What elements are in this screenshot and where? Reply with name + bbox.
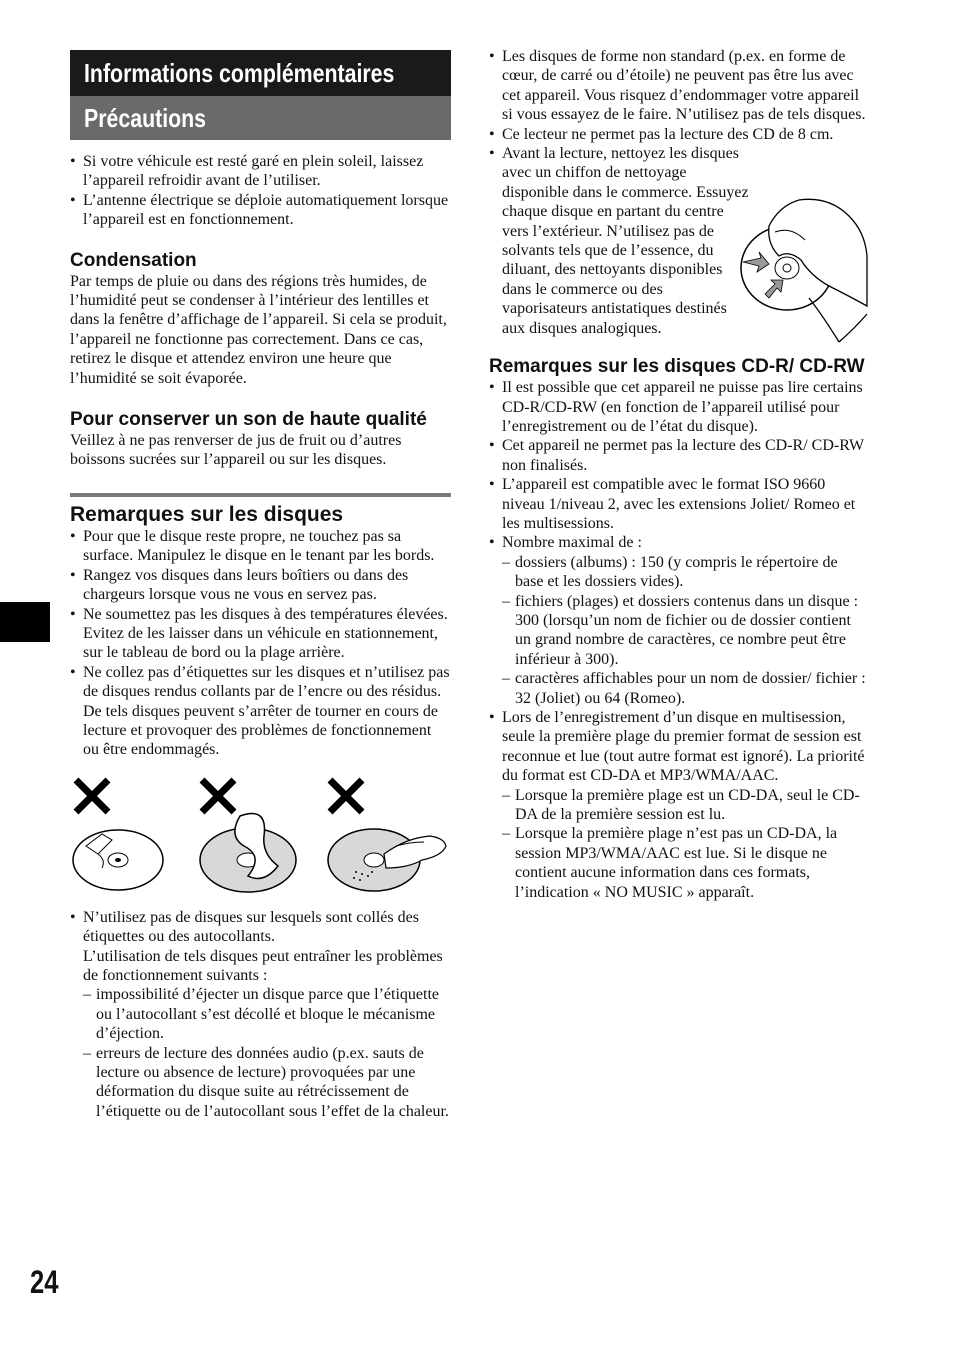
list-item: • Cet appareil ne permet pas la lecture des CD-R/ CD-RW non finalisés.: [489, 436, 869, 475]
figure-labeled-disc: [72, 776, 172, 905]
page-number: [30, 1262, 66, 1302]
list-item: • Si votre véhicule est resté garé en plein soleil, laissez l’appareil refroidir avant de l’utiliser.: [70, 152, 451, 191]
max-dash-list: [502, 553, 869, 708]
page-number-text: 24: [30, 1264, 59, 1300]
list-item: [489, 533, 869, 708]
label-dash-list: [83, 985, 451, 1121]
section-rule: [70, 493, 451, 497]
list-item: • Ne collez pas d’étiquettes sur les disques et n’utilisez pas de disques rendus collants par de l’encre ou des résidus. De tels disques peuvent s’arrêter de tourner en cours de lecture et provoquer des problèmes de fonctionnement ou être endommagés.: [70, 663, 451, 760]
list-item: • Il est possible que cet appareil ne puisse pas lire certains CD-R/CD-RW (en fonction de l’appareil utilisé pour l’enregistrement ou de l’état du disque).: [489, 378, 869, 436]
label-bullet-follow: L’utilisation de tels disques peut entraîner les problèmes de fonctionnement suivants :: [83, 947, 443, 984]
list-item: – caractères affichables pour un nom de dossier/ fichier : 32 (Joliet) ou 64 (Romeo).: [502, 669, 869, 708]
multisession-text: Lors de l’enregistrement d’un disque en multisession, seule la première plage du premier format de session est reconnue et lue (tout autre format est ignoré). La priorité du format est CD-DA et MP3/WMA/AAC.: [502, 709, 865, 785]
page-title-banner: [70, 96, 451, 140]
page-title: Précautions: [84, 103, 207, 133]
max-label: Nombre maximal de :: [502, 534, 642, 552]
list-item: – fichiers (plages) et dossiers contenus dans un disque : 300 (lorsqu’un nom de fichier ou de dossier contient un grand nombre de caractères, ce nombre peut être inférieur à 300).: [502, 592, 869, 670]
discs-heading: Remarques sur les disques: [70, 502, 344, 526]
sticker-disc-icon: [200, 813, 296, 892]
list-item: – Lorsque la première plage n’est pas un CD-DA, la session MP3/WMA/AAC est lue. Si le disque ne contient aucune information dans ces formats, l’indication « NO MUSIC » apparaît.: [502, 824, 869, 902]
cross-icon: [72, 776, 172, 900]
figure-cleaning: [739, 196, 869, 351]
condensation-heading: Condensation: [70, 249, 197, 271]
sound-heading: Pour conserver un son de haute qualité: [70, 409, 427, 431]
section-title: Informations complémentaires: [84, 58, 395, 88]
sticky-disc-icon: [328, 829, 446, 891]
list-item: • Ne soumettez pas les disques à des températures élevées. Evitez de les laisser dans un véhicule en stationnement, sur le tableau de bord ou la plage arrière.: [70, 605, 451, 663]
cleaning-disc-icon: [739, 196, 869, 346]
right-column: [489, 50, 869, 902]
multi-dash-list: [502, 786, 869, 902]
list-item: • Pour que le disque reste propre, ne touchez pas sa surface. Manipulez le disque en le tenant par les bords.: [70, 527, 451, 566]
list-item: [489, 144, 749, 338]
section-banner: [70, 50, 451, 96]
list-item: [70, 908, 451, 1121]
list-item: • Rangez vos disques dans leurs boîtiers ou dans des chargeurs lorsque vous ne vous en servez pas.: [70, 566, 451, 605]
left-column: [70, 50, 451, 1121]
disc-warning-figures: [70, 776, 451, 906]
labeled-disc-icon: [73, 830, 163, 890]
cdr-list: [489, 378, 869, 902]
label-bullet-lead: N’utilisez pas de disques sur lesquels sont collés des étiquettes ou des autocollants.: [83, 908, 419, 946]
intro-list: [70, 152, 451, 230]
sound-text: Veillez à ne pas renverser de jus de fruit ou d’autres boissons sucrées sur l’appareil ou sur les disques.: [70, 432, 402, 469]
label-list: [70, 908, 451, 1121]
chapter-tab: [0, 602, 50, 642]
list-item: • L’appareil est compatible avec le format ISO 9660 niveau 1/niveau 2, avec les extensions Joliet/ Romeo et les multisessions.: [489, 475, 869, 533]
cleaning-text: Avant la lecture, nettoyez les disques avec un chiffon de nettoyage disponible dans le commerce. Essuyez chaque disque en partant du centre vers l’extérieur. N’utilisez pas de solvants tels que de l’essence, du diluant, des nettoyants disponibles dans le commerce ou des vaporisateurs antistatiques destinés aux disques analogiques.: [502, 145, 749, 337]
condensation-text: Par temps de pluie ou dans des régions très humides, de l’humidité peut se condenser à l’intérieur des lentilles et dans la fenêtre d’affichage de l’appareil. Si cela se produit, l’appareil ne fonctionne pas correctement. Dans ce cas, retirez le disque et attendez environ une heure que l’humidité se soit évaporée.: [70, 272, 447, 387]
list-item: – dossiers (albums) : 150 (y compris le répertoire de base et les dossiers vides).: [502, 553, 869, 592]
list-item: – erreurs de lecture des données audio (p.ex. sauts de lecture ou absence de lecture) provoquées par une déformation du disque suite au rétrécissement de l’étiquette ou de l’autocollant sous l’effet de la chaleur.: [83, 1044, 451, 1122]
list-item: – Lorsque la première plage est un CD-DA, seul le CD-DA de la première session est lu.: [502, 786, 869, 825]
list-item: • Les disques de forme non standard (p.ex. en forme de cœur, de carré ou d’étoile) ne peuvent pas être lus avec cet appareil. Vous risquez d’endommager votre appareil si vous essayez de le faire. N’utilisez pas de tels disques.: [489, 47, 869, 125]
cdr-heading: Remarques sur les disques CD-R/ CD-RW: [489, 356, 865, 378]
discs-list: [70, 527, 451, 760]
list-item: • L’antenne électrique se déploie automatiquement lorsque l’appareil est en fonctionnement.: [70, 191, 451, 230]
list-item: [489, 708, 869, 902]
figure-sticky-disc: [326, 776, 448, 905]
list-item: • Ce lecteur ne permet pas la lecture des CD de 8 cm.: [489, 125, 869, 144]
figure-sticker-disc: [198, 776, 308, 905]
list-item: – impossibilité d’éjecter un disque parce que l’étiquette ou l’autocollant s’est décollé et bloque le mécanisme d’éjection.: [83, 985, 451, 1043]
